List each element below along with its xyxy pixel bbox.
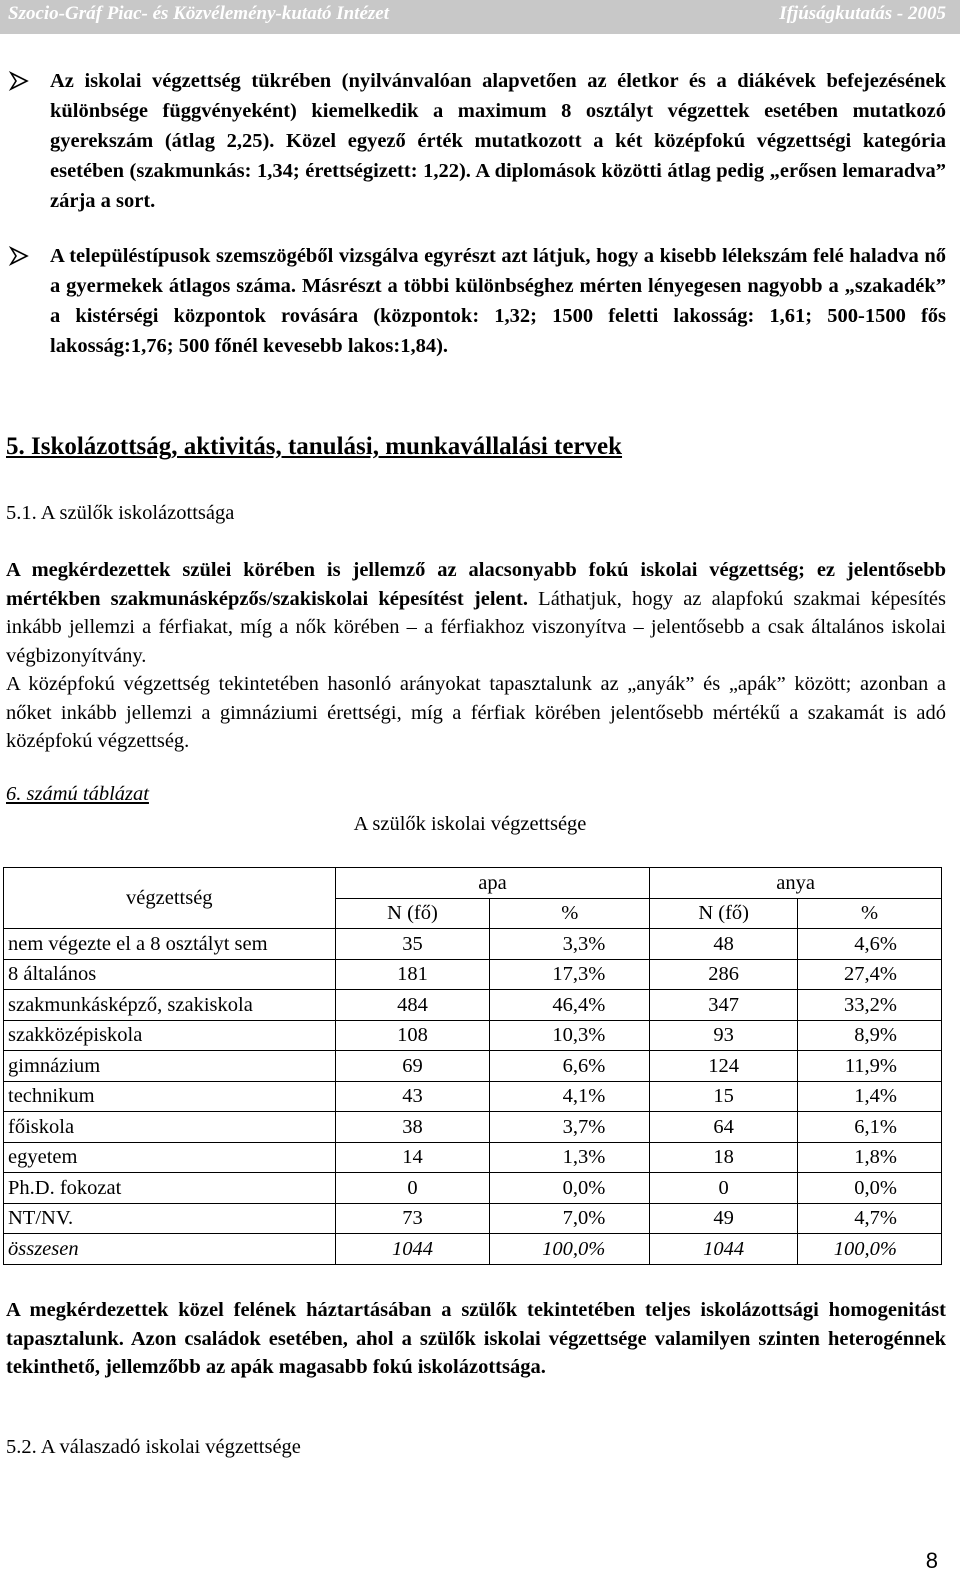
cell-mother-n: 48: [650, 929, 798, 960]
subheader-percent: %: [798, 898, 942, 929]
row-label: 8 általános: [4, 959, 336, 990]
row-label: NT/NV.: [4, 1203, 336, 1234]
cell-father-n: 43: [335, 1081, 490, 1112]
cell-mother-n: 0: [650, 1173, 798, 1204]
table-row: [4, 959, 942, 990]
bullet-text: A településtípusok szemszögéből vizsgálva egyrészt azt látjuk, hogy a kisebb lélekszám felé haladva nő a gyermekek átlagos száma. Másrészt a többi különbséghez mérten lényegesen nagyobb a „szakadék” a kistérségi központok rovására (központok: 1,32; 1500 feletti lakosság: 1,61; 500-1500 fős lakosság:1,76; 500 főnél kevesebb lakos:1,84).: [50, 245, 946, 357]
table-row: [4, 1020, 942, 1051]
table-row: [4, 1081, 942, 1112]
cell-mother-percent: 8,9%: [798, 1020, 942, 1051]
cell-mother-percent: 1,8%: [798, 1142, 942, 1173]
cell-mother-percent: 27,4%: [798, 959, 942, 990]
arrow-bullet-icon: [8, 245, 30, 267]
table-row: [4, 929, 942, 960]
paragraph-parents-education: [6, 556, 946, 756]
cell-father-n: 0: [335, 1173, 490, 1204]
header-institute: Szocio-Gráf Piac- és Közvélemény-kutató Intézet: [8, 3, 390, 24]
row-label: gimnázium: [4, 1051, 336, 1082]
row-label: Ph.D. fokozat: [4, 1173, 336, 1204]
cell-mother-percent: 100,0%: [798, 1234, 942, 1265]
row-label: főiskola: [4, 1112, 336, 1143]
cell-father-percent: 10,3%: [490, 1020, 650, 1051]
section-heading-5: 5. Iskolázottság, aktivitás, tanulási, munkavállalási tervek: [6, 433, 623, 460]
table-row: [4, 1051, 942, 1082]
page-number: 8: [925, 1548, 938, 1573]
cell-father-n: 181: [335, 959, 490, 990]
table-row: [4, 1112, 942, 1143]
arrow-bullet-icon: [8, 70, 30, 92]
subheader-n: N (fő): [335, 898, 490, 929]
cell-father-percent: 1,3%: [490, 1142, 650, 1173]
table-row: [4, 1203, 942, 1234]
cell-father-n: 484: [335, 990, 490, 1021]
subheader-percent: %: [490, 898, 650, 929]
parents-education-table: [3, 867, 942, 1265]
cell-mother-percent: 0,0%: [798, 1173, 942, 1204]
column-group-father: apa: [335, 868, 650, 899]
row-label: szakmunkásképző, szakiskola: [4, 990, 336, 1021]
cell-father-percent: 0,0%: [490, 1173, 650, 1204]
cell-mother-n: 1044: [650, 1234, 798, 1265]
cell-father-n: 38: [335, 1112, 490, 1143]
cell-mother-percent: 4,7%: [798, 1203, 942, 1234]
cell-father-percent: 46,4%: [490, 990, 650, 1021]
cell-father-percent: 100,0%: [490, 1234, 650, 1265]
paragraph-part: Láthatjuk, hogy az alapfokú szakmai képesítés inkább jellemzi a férfiakat, míg a nők körében – a férfiakhoz viszonyítva – jelentősebb a csak általános iskolai végbizonyítvány.: [6, 587, 946, 667]
subsection-heading-5-2: 5.2. A válaszadó iskolai végzettsége: [6, 1436, 301, 1458]
row-label: egyetem: [4, 1142, 336, 1173]
cell-mother-n: 15: [650, 1081, 798, 1112]
table-row: [4, 990, 942, 1021]
cell-father-n: 14: [335, 1142, 490, 1173]
table-caption: 6. számú táblázat: [6, 783, 149, 805]
column-group-mother: anya: [650, 868, 942, 899]
cell-father-percent: 7,0%: [490, 1203, 650, 1234]
cell-mother-percent: 4,6%: [798, 929, 942, 960]
cell-father-n: 69: [335, 1051, 490, 1082]
cell-mother-n: 347: [650, 990, 798, 1021]
table-header-row: [4, 868, 942, 899]
cell-mother-percent: 33,2%: [798, 990, 942, 1021]
cell-father-n: 1044: [335, 1234, 490, 1265]
paragraph-bold-part: A megkérdezettek szülei körében is jellemző az alacsonyabb fokú iskolai végzettség; ez jelentősebb mértékben szakmunásképzős/szakiskolai képesítést jelent.: [6, 559, 946, 610]
cell-father-percent: 17,3%: [490, 959, 650, 990]
cell-mother-percent: 11,9%: [798, 1051, 942, 1082]
cell-mother-n: 64: [650, 1112, 798, 1143]
table-row: [4, 1142, 942, 1173]
row-label: szakközépiskola: [4, 1020, 336, 1051]
cell-mother-n: 93: [650, 1020, 798, 1051]
subsection-heading-5-1: 5.1. A szülők iskolázottsága: [6, 502, 235, 524]
table-title: A szülők iskolai végzettsége: [353, 813, 587, 835]
cell-mother-n: 124: [650, 1051, 798, 1082]
cell-father-percent: 6,6%: [490, 1051, 650, 1082]
row-label: összesen: [4, 1234, 336, 1265]
column-header-education: végzettség: [4, 868, 336, 929]
subheader-n: N (fő): [650, 898, 798, 929]
row-label: technikum: [4, 1081, 336, 1112]
cell-father-percent: 3,3%: [490, 929, 650, 960]
table-row: [4, 1173, 942, 1204]
cell-mother-percent: 1,4%: [798, 1081, 942, 1112]
cell-father-n: 108: [335, 1020, 490, 1051]
cell-mother-percent: 6,1%: [798, 1112, 942, 1143]
paragraph-part: A középfokú végzettség tekintetében hasonló arányokat tapasztalunk az „anyák” és „apák” között; azonban a nőket inkább jellemzi a gimnáziumi érettségi, míg a férfiak körében jelentősebb mértékű a szakamát is adó középfokú végzettség.: [6, 673, 946, 752]
header-report-title: Ifjúságkutatás - 2005: [779, 3, 946, 24]
cell-father-n: 35: [335, 929, 490, 960]
cell-father-percent: 4,1%: [490, 1081, 650, 1112]
cell-father-percent: 3,7%: [490, 1112, 650, 1143]
table-total-row: [4, 1234, 942, 1265]
cell-mother-n: 49: [650, 1203, 798, 1234]
cell-mother-n: 286: [650, 959, 798, 990]
bullet-text: Az iskolai végzettség tükrében (nyilvánvalóan alapvetően az életkor és a diákévek befejezésének különbsége függvényeként) kiemelkedik a maximum 8 osztályt végzettek esetében mutatkozó gyerekszám (átlag 2,25). Közel egyező érték mutatkozott a két középfokú végzettségi kategória esetében (szakmunkás: 1,34; érettségizett: 1,22). A diplomások közötti átlag pedig „erősen lemaradva” zárja a sort.: [50, 70, 946, 212]
page-header: [0, 0, 960, 34]
cell-mother-n: 18: [650, 1142, 798, 1173]
cell-father-n: 73: [335, 1203, 490, 1234]
paragraph-homogeneity: A megkérdezettek közel felének háztartásában a szülők tekintetében teljes iskolázottsági homogenitást tapasztalunk. Azon családok esetében, ahol a szülők iskolai végzettsége valamilyen szinten heterogénnek tekinthető, jellemzőbb az apák magasabb fokú iskolázottsága.: [6, 1299, 946, 1378]
row-label: nem végezte el a 8 osztályt sem: [4, 929, 336, 960]
